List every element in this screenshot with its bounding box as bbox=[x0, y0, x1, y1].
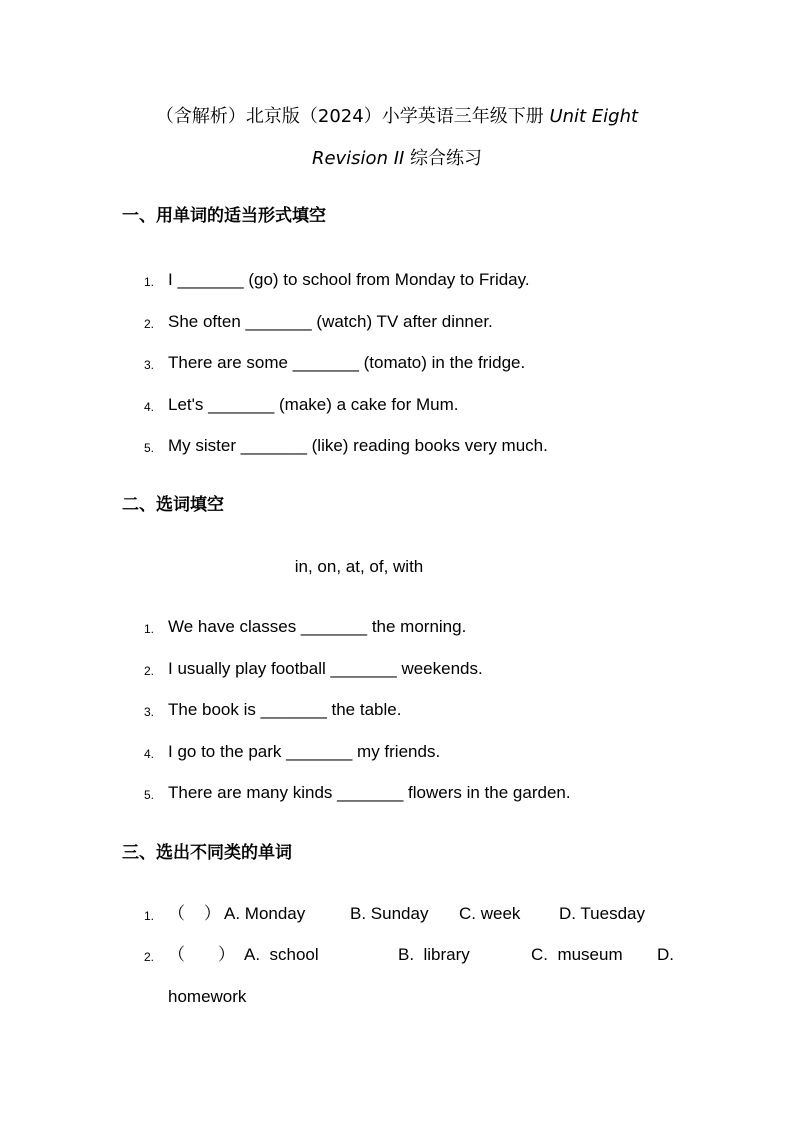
question-text: The book is _______ the table. bbox=[168, 700, 402, 719]
question-number: 1. bbox=[144, 275, 155, 289]
question-number: 4. bbox=[144, 747, 155, 761]
question-number: 3. bbox=[144, 358, 155, 372]
answer-bracket: （ ） bbox=[168, 945, 236, 964]
question-item bbox=[0, 434, 794, 458]
option-d-word: homework bbox=[168, 987, 247, 1006]
title-en: Unit Eight bbox=[549, 106, 639, 127]
word-bank: in, on, at, of, with bbox=[294, 557, 424, 576]
question-number: 1. bbox=[144, 909, 155, 923]
option-c: C. week bbox=[459, 904, 521, 923]
question-item bbox=[0, 698, 794, 722]
question-number: 5. bbox=[144, 788, 155, 802]
section-heading-2: 二、选词填空 bbox=[122, 495, 224, 515]
option-b: B. Sunday bbox=[350, 904, 429, 923]
option-c: C. museum bbox=[531, 945, 623, 964]
answer-bracket: （ ） bbox=[168, 904, 221, 923]
option-b: B. library bbox=[398, 945, 470, 964]
option-d: D. Tuesday bbox=[559, 904, 645, 923]
option-a: A. school bbox=[244, 945, 319, 964]
question-item bbox=[0, 393, 794, 417]
question-number: 1. bbox=[144, 622, 155, 636]
question-item bbox=[0, 615, 794, 639]
section-heading-3: 三、选出不同类的单词 bbox=[122, 843, 292, 863]
question-number: 2. bbox=[144, 950, 155, 964]
question-text: I _______ (go) to school from Monday to Friday. bbox=[168, 270, 530, 289]
page-title-line-2 bbox=[0, 147, 794, 171]
question-number: 4. bbox=[144, 400, 155, 414]
question-item bbox=[0, 310, 794, 334]
question-number: 3. bbox=[144, 705, 155, 719]
question-number: 2. bbox=[144, 317, 155, 331]
section-heading-1: 一、用单词的适当形式填空 bbox=[122, 206, 326, 226]
title-revision: Revision II bbox=[311, 148, 411, 169]
question-item bbox=[0, 943, 794, 967]
question-item bbox=[0, 268, 794, 292]
question-item bbox=[0, 781, 794, 805]
question-text: Let's _______ (make) a cake for Mum. bbox=[168, 395, 459, 414]
title-cn: （含解析）北京版（2024）小学英语三年级下册 bbox=[155, 106, 550, 127]
question-text: There are some _______ (tomato) in the fridge. bbox=[168, 353, 526, 372]
page-title-line-1 bbox=[0, 105, 794, 129]
question-number: 2. bbox=[144, 664, 155, 678]
question-text: My sister _______ (like) reading books very much. bbox=[168, 436, 548, 455]
question-item bbox=[0, 351, 794, 375]
question-text: She often _______ (watch) TV after dinner. bbox=[168, 312, 493, 331]
option-a: A. Monday bbox=[224, 904, 306, 923]
question-text: I usually play football _______ weekends. bbox=[168, 659, 483, 678]
question-item bbox=[0, 657, 794, 681]
question-text: We have classes _______ the morning. bbox=[168, 617, 467, 636]
question-number: 5. bbox=[144, 441, 155, 455]
title-subtitle-cn: 综合练习 bbox=[410, 148, 483, 169]
question-text: I go to the park _______ my friends. bbox=[168, 742, 441, 761]
question-item bbox=[0, 740, 794, 764]
option-d-label: D. bbox=[657, 945, 674, 964]
question-text: There are many kinds _______ flowers in the garden. bbox=[168, 783, 571, 802]
